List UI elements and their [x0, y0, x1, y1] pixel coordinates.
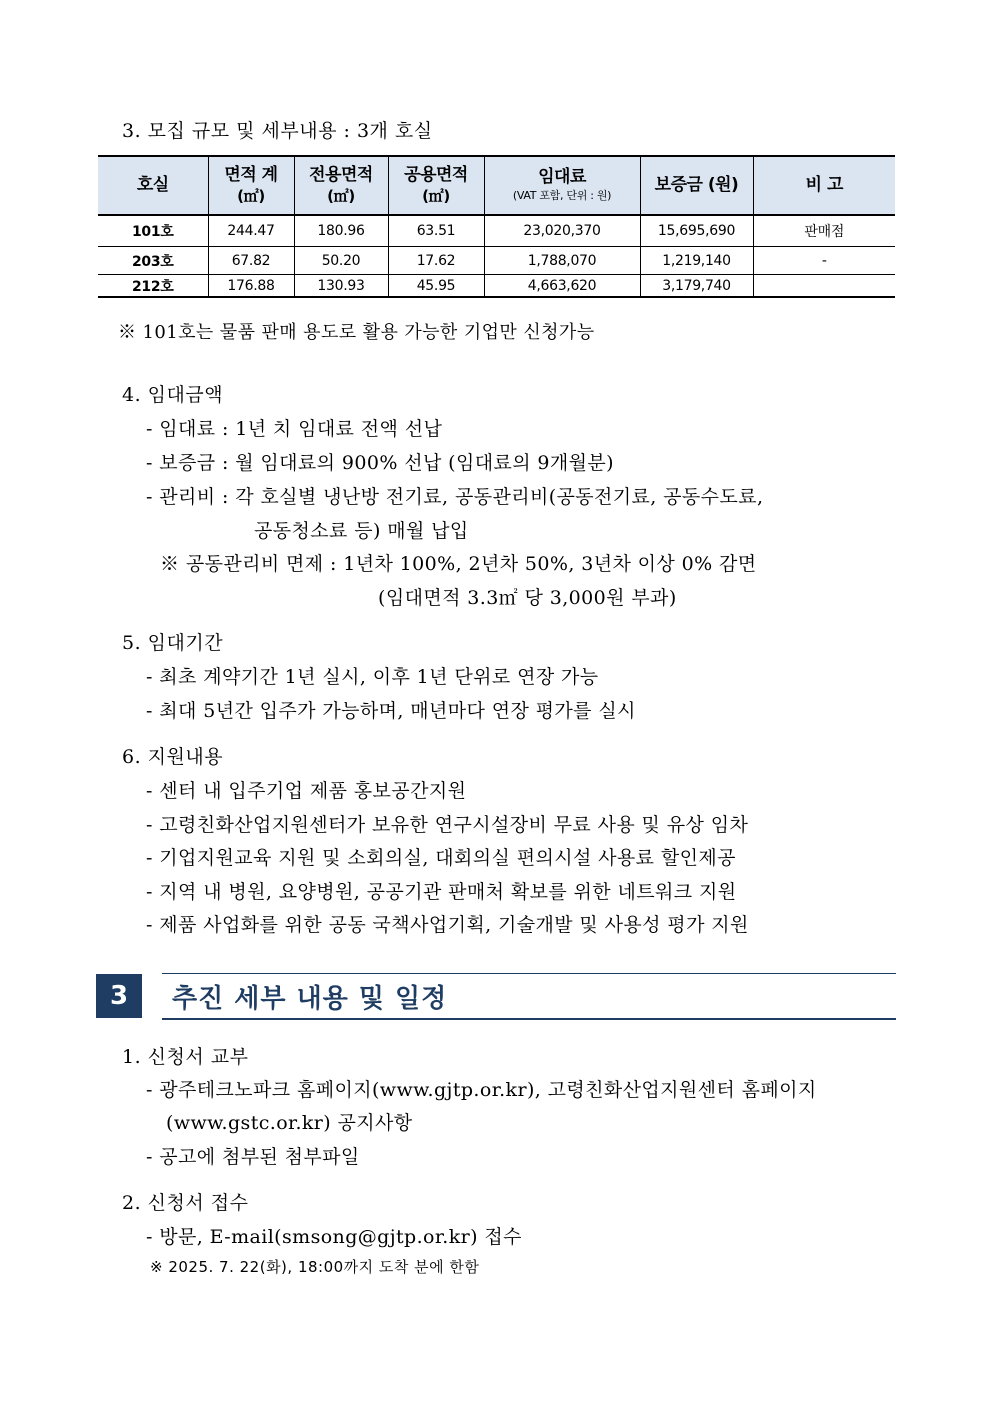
- cell-total-area: 67.82: [208, 247, 294, 275]
- cell-deposit: 15,695,690: [640, 215, 753, 247]
- cell-total-area: 244.47: [208, 215, 294, 247]
- amount-title: 4. 임대금액: [122, 384, 224, 406]
- cell-remarks: [753, 275, 895, 298]
- support-line-4: - 지역 내 병원, 요양병원, 공공기관 판매처 확보를 위한 네트워크 지원: [146, 881, 737, 903]
- cell-deposit: 3,179,740: [640, 275, 753, 298]
- header-total-area: 면적 계 (㎡): [208, 156, 294, 215]
- cell-rent: 1,788,070: [484, 247, 640, 275]
- cell-exclusive-area: 180.96: [294, 215, 388, 247]
- recruit-title: 3. 모집 규모 및 세부내용 : 3개 호실: [122, 120, 433, 142]
- cell-remarks: -: [753, 247, 895, 275]
- cell-common-area: 63.51: [388, 215, 484, 247]
- recruit-note: ※ 101호는 물품 판매 용도로 활용 가능한 기업만 신청가능: [118, 322, 595, 343]
- header-room: 호실: [98, 156, 208, 215]
- table-row: [98, 215, 895, 247]
- table-row: [98, 247, 895, 275]
- cell-exclusive-area: 50.20: [294, 247, 388, 275]
- amount-note-exemption: ※ 공동관리비 면제 : 1년차 100%, 2년차 50%, 3년차 이상 0% 감면: [160, 553, 757, 575]
- header-remarks: 비 고: [753, 156, 895, 215]
- receipt-title: 2. 신청서 접수: [122, 1192, 249, 1214]
- receipt-line-1: - 방문, E-mail(smsong@gjtp.or.kr) 접수: [146, 1226, 522, 1248]
- issue-line-1-cont: (www.gstc.or.kr) 공지사항: [166, 1112, 413, 1134]
- receipt-deadline-note: ※ 2025. 7. 22(화), 18:00까지 도착 분에 한함: [150, 1258, 480, 1276]
- amount-line-management: - 관리비 : 각 호실별 냉난방 전기료, 공동관리비(공동전기료, 공동수도료,: [146, 486, 764, 508]
- period-line-2: - 최대 5년간 입주가 가능하며, 매년마다 연장 평가를 실시: [146, 700, 636, 722]
- header-common-area: 공용면적 (㎡): [388, 156, 484, 215]
- cell-room: 101호: [98, 215, 208, 247]
- support-line-3: - 기업지원교육 지원 및 소회의실, 대회의실 편의시설 사용료 할인제공: [146, 847, 736, 869]
- section-heading: 추진 세부 내용 및 일정: [172, 984, 448, 1014]
- cell-exclusive-area: 130.93: [294, 275, 388, 298]
- table-header-row: [98, 156, 895, 215]
- section-rule-bottom: [162, 1018, 896, 1020]
- amount-line-management-cont: 공동청소료 등) 매월 납입: [254, 520, 469, 542]
- cell-deposit: 1,219,140: [640, 247, 753, 275]
- support-title: 6. 지원내용: [122, 746, 224, 768]
- cell-common-area: 17.62: [388, 247, 484, 275]
- issue-line-2: - 공고에 첨부된 첨부파일: [146, 1146, 360, 1168]
- amount-note-charge: (임대면적 3.3㎡ 당 3,000원 부과): [378, 587, 677, 609]
- cell-remarks: 판매점: [753, 215, 895, 247]
- header-deposit: 보증금 (원): [640, 156, 753, 215]
- support-line-2: - 고령친화산업지원센터가 보유한 연구시설장비 무료 사용 및 유상 임차: [146, 814, 749, 836]
- cell-room: 212호: [98, 275, 208, 298]
- support-line-5: - 제품 사업화를 위한 공동 국책사업기획, 기술개발 및 사용성 평가 지원: [146, 914, 749, 936]
- cell-rent: 4,663,620: [484, 275, 640, 298]
- amount-line-rent: - 임대료 : 1년 치 임대료 전액 선납: [146, 418, 443, 440]
- issue-line-1: - 광주테크노파크 홈페이지(www.gjtp.or.kr), 고령친화산업지원센터 홈페이지: [146, 1079, 817, 1101]
- table-row: [98, 275, 895, 298]
- amount-line-deposit: - 보증금 : 월 임대료의 900% 선납 (임대료의 9개월분): [146, 452, 614, 474]
- cell-rent: 23,020,370: [484, 215, 640, 247]
- cell-total-area: 176.88: [208, 275, 294, 298]
- section-number-badge: 3: [96, 974, 142, 1018]
- cell-room: 203호: [98, 247, 208, 275]
- header-rent: 임대료 (VAT 포함, 단위 : 원): [484, 156, 640, 215]
- period-title: 5. 임대기간: [122, 632, 224, 654]
- header-exclusive-area: 전용면적 (㎡): [294, 156, 388, 215]
- rent-table: [98, 155, 895, 298]
- cell-common-area: 45.95: [388, 275, 484, 298]
- issue-title: 1. 신청서 교부: [122, 1046, 249, 1068]
- period-line-1: - 최초 계약기간 1년 실시, 이후 1년 단위로 연장 가능: [146, 666, 599, 688]
- section-rule-top: [162, 973, 896, 974]
- support-line-1: - 센터 내 입주기업 제품 홍보공간지원: [146, 780, 467, 802]
